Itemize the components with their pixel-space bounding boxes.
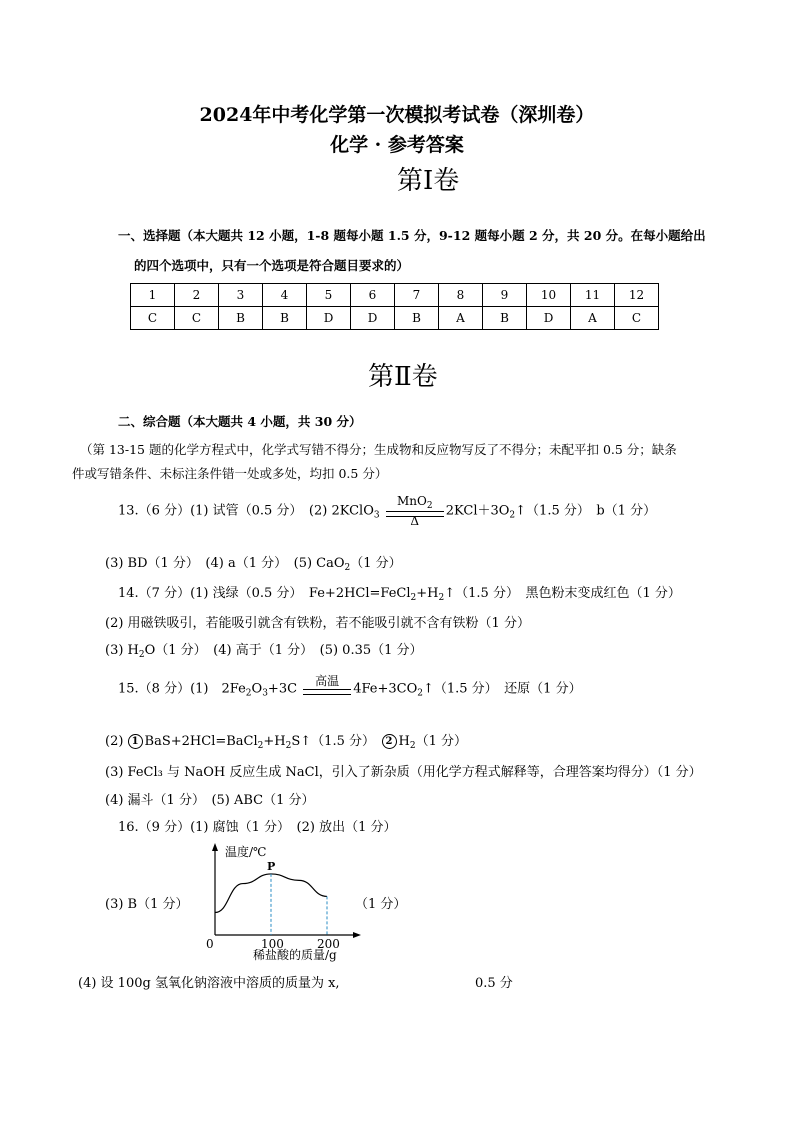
answer-cell: A bbox=[571, 307, 615, 330]
answer-cell: B bbox=[483, 307, 527, 330]
q13-line2-end: （1 分） bbox=[350, 556, 402, 571]
q14-text-c: ↑（1.5 分） 黑色粉末变成红色（1 分） bbox=[444, 586, 681, 601]
q15-line2-b: BaS+2HCl=BaCl bbox=[144, 734, 258, 749]
question-number-cell: 7 bbox=[395, 284, 439, 307]
answer-table-header-row bbox=[131, 284, 659, 307]
q15-sub3: 2 bbox=[417, 688, 423, 699]
q15-line2-a: (2) bbox=[105, 734, 128, 749]
q13-catalyst-sub: 2 bbox=[426, 501, 433, 511]
temperature-chart bbox=[195, 840, 365, 965]
q15-line2 bbox=[105, 730, 467, 749]
answer-cell: C bbox=[131, 307, 175, 330]
answer-cell: B bbox=[395, 307, 439, 330]
question-number-cell: 12 bbox=[615, 284, 659, 307]
q15-sub1: 2 bbox=[245, 688, 252, 699]
q14-line3 bbox=[105, 639, 423, 658]
q14-sub1: 2 bbox=[410, 593, 417, 603]
q13-text-b: 2KCl＋3O bbox=[445, 503, 510, 519]
question-number-cell: 5 bbox=[307, 284, 351, 307]
q14-line1 bbox=[118, 582, 681, 601]
question-number-cell: 1 bbox=[131, 284, 175, 307]
q15-high-temp: 高温 bbox=[315, 674, 340, 688]
answer-table-answer-row bbox=[131, 307, 659, 330]
question-number-cell: 3 bbox=[219, 284, 263, 307]
q15-line2-e: H bbox=[398, 734, 410, 749]
q13-text-a: 13.（6 分）(1) 试管（0.5 分） (2) 2KClO bbox=[118, 503, 374, 519]
q13-catalyst: MnO bbox=[396, 494, 427, 508]
q13-text-c: ↑（1.5 分） b（1 分） bbox=[515, 503, 657, 519]
question-number-cell: 9 bbox=[483, 284, 527, 307]
q15-line1 bbox=[118, 672, 582, 706]
x-tick-label: 100 bbox=[261, 937, 284, 951]
answer-cell: C bbox=[175, 307, 219, 330]
q16-line1: 16.（9 分）(1) 腐蚀（1 分） (2) 放出（1 分） bbox=[118, 820, 397, 835]
q15-text-b: O bbox=[251, 681, 263, 697]
section2-note-line2: 件或写错条件、未标注条件错一处或多处，均扣 0.5 分） bbox=[72, 466, 388, 481]
section1-heading-line2: 的四个选项中，只有一个选项是符合题目要求的） bbox=[134, 258, 410, 273]
q15-line4: (4) 漏斗（1 分） (5) ABC（1 分） bbox=[105, 793, 315, 808]
question-number-cell: 6 bbox=[351, 284, 395, 307]
answer-cell: C bbox=[615, 307, 659, 330]
q16-line3-left: (4) 设 100g 氢氧化钠溶液中溶质的质量为 x, bbox=[78, 976, 340, 991]
section2-note-line1: （第 13-15 题的化学方程式中，化学式写错不得分；生成物和反应物写反了不得分；未配平扣 0.5 分；缺条 bbox=[80, 442, 677, 457]
answer-cell: B bbox=[263, 307, 307, 330]
part-two-title: 第Ⅱ卷 bbox=[368, 362, 438, 392]
document-title: 2024年中考化学第一次模拟考试卷（深圳卷） bbox=[199, 104, 595, 126]
question-number-cell: 10 bbox=[527, 284, 571, 307]
q15-line2-c: +H bbox=[263, 734, 286, 749]
q15-sub6: 2 bbox=[409, 741, 416, 751]
answer-cell: A bbox=[439, 307, 483, 330]
circled-one-icon: 1 bbox=[128, 734, 143, 749]
q15-line2-d: S↑（1.5 分） bbox=[291, 734, 369, 749]
q14-line2: (2) 用磁铁吸引，若能吸引就含有铁粉，若不能吸引就不含有铁粉（1 分） bbox=[105, 616, 530, 631]
x-axis-arrow bbox=[353, 932, 361, 938]
q14-line3-b: O（1 分） (4) 高于（1 分） (5) 0.35（1 分） bbox=[144, 643, 423, 658]
circled-two-icon: 2 bbox=[382, 734, 397, 749]
q15-text-c: +3C bbox=[267, 681, 298, 697]
q14-text-a: 14.（7 分）(1) 浅绿（0.5 分） Fe+2HCl=FeCl bbox=[118, 586, 411, 601]
q14-line3-sub: 2 bbox=[138, 650, 145, 660]
question-number-cell: 11 bbox=[571, 284, 615, 307]
q15-line2-f: （1 分） bbox=[415, 734, 467, 749]
y-axis-label: 温度/℃ bbox=[225, 845, 267, 859]
q16-line2-left: (3) B（1 分） bbox=[105, 897, 189, 912]
q14-line3-a: (3) H bbox=[105, 643, 139, 658]
q13-line2-sub: 2 bbox=[344, 563, 351, 573]
q13-sub-b: 2 bbox=[509, 510, 516, 521]
q15-sub2: 3 bbox=[262, 688, 268, 699]
question-number-cell: 2 bbox=[175, 284, 219, 307]
q13-sub-a: 3 bbox=[373, 510, 380, 521]
answer-cell: D bbox=[527, 307, 571, 330]
section1-heading-line1: 一、选择题（本大题共 12 小题，1-8 题每小题 1.5 分，9-12 题每小题 2 分，共 20 分。在每小题给出 bbox=[118, 228, 706, 243]
answer-cell: D bbox=[307, 307, 351, 330]
q15-equals-bar bbox=[303, 689, 351, 695]
q16-line3-right: 0.5 分 bbox=[475, 976, 513, 991]
q13-line2-text: (3) BD（1 分） (4) a（1 分） (5) CaO bbox=[105, 556, 345, 571]
q14-text-b: +H bbox=[416, 586, 439, 601]
answer-cell: D bbox=[351, 307, 395, 330]
q16-line2-right: （1 分） bbox=[355, 897, 407, 912]
q13-reaction-condition bbox=[384, 494, 446, 528]
q15-text-e: ↑（1.5 分） 还原（1 分） bbox=[422, 681, 582, 697]
q15-reaction-condition bbox=[301, 672, 353, 706]
answer-cell: B bbox=[219, 307, 263, 330]
x-tick-label: 0 bbox=[206, 937, 214, 951]
section2-heading: 二、综合题（本大题共 4 小题，共 30 分） bbox=[118, 414, 362, 429]
q15-text-d: 4Fe+3CO bbox=[353, 681, 418, 697]
q15-sub5: 2 bbox=[285, 741, 292, 751]
x-tick-label: 200 bbox=[317, 937, 340, 951]
q14-sub2: 2 bbox=[438, 593, 445, 603]
q13-heat-symbol: Δ bbox=[410, 514, 420, 528]
answer-table bbox=[130, 283, 659, 330]
q13-line1 bbox=[118, 494, 656, 528]
y-axis-arrow bbox=[212, 843, 218, 851]
q13-line2 bbox=[105, 552, 402, 571]
point-p-label: P bbox=[267, 859, 276, 873]
q15-sub4: 2 bbox=[257, 741, 264, 751]
x-axis-label: 稀盐酸的质量/g bbox=[253, 948, 337, 962]
q15-text-a: 15.（8 分）(1) 2Fe bbox=[118, 681, 246, 697]
question-number-cell: 8 bbox=[439, 284, 483, 307]
question-number-cell: 4 bbox=[263, 284, 307, 307]
part-one-title: 第Ⅰ卷 bbox=[397, 166, 460, 196]
q15-line3: (3) FeCl₃ 与 NaOH 反应生成 NaCl，引入了新杂质（用化学方程式解释等，合理答案均得分）（1 分） bbox=[105, 765, 702, 780]
document-subtitle: 化学 · 参考答案 bbox=[330, 134, 464, 156]
